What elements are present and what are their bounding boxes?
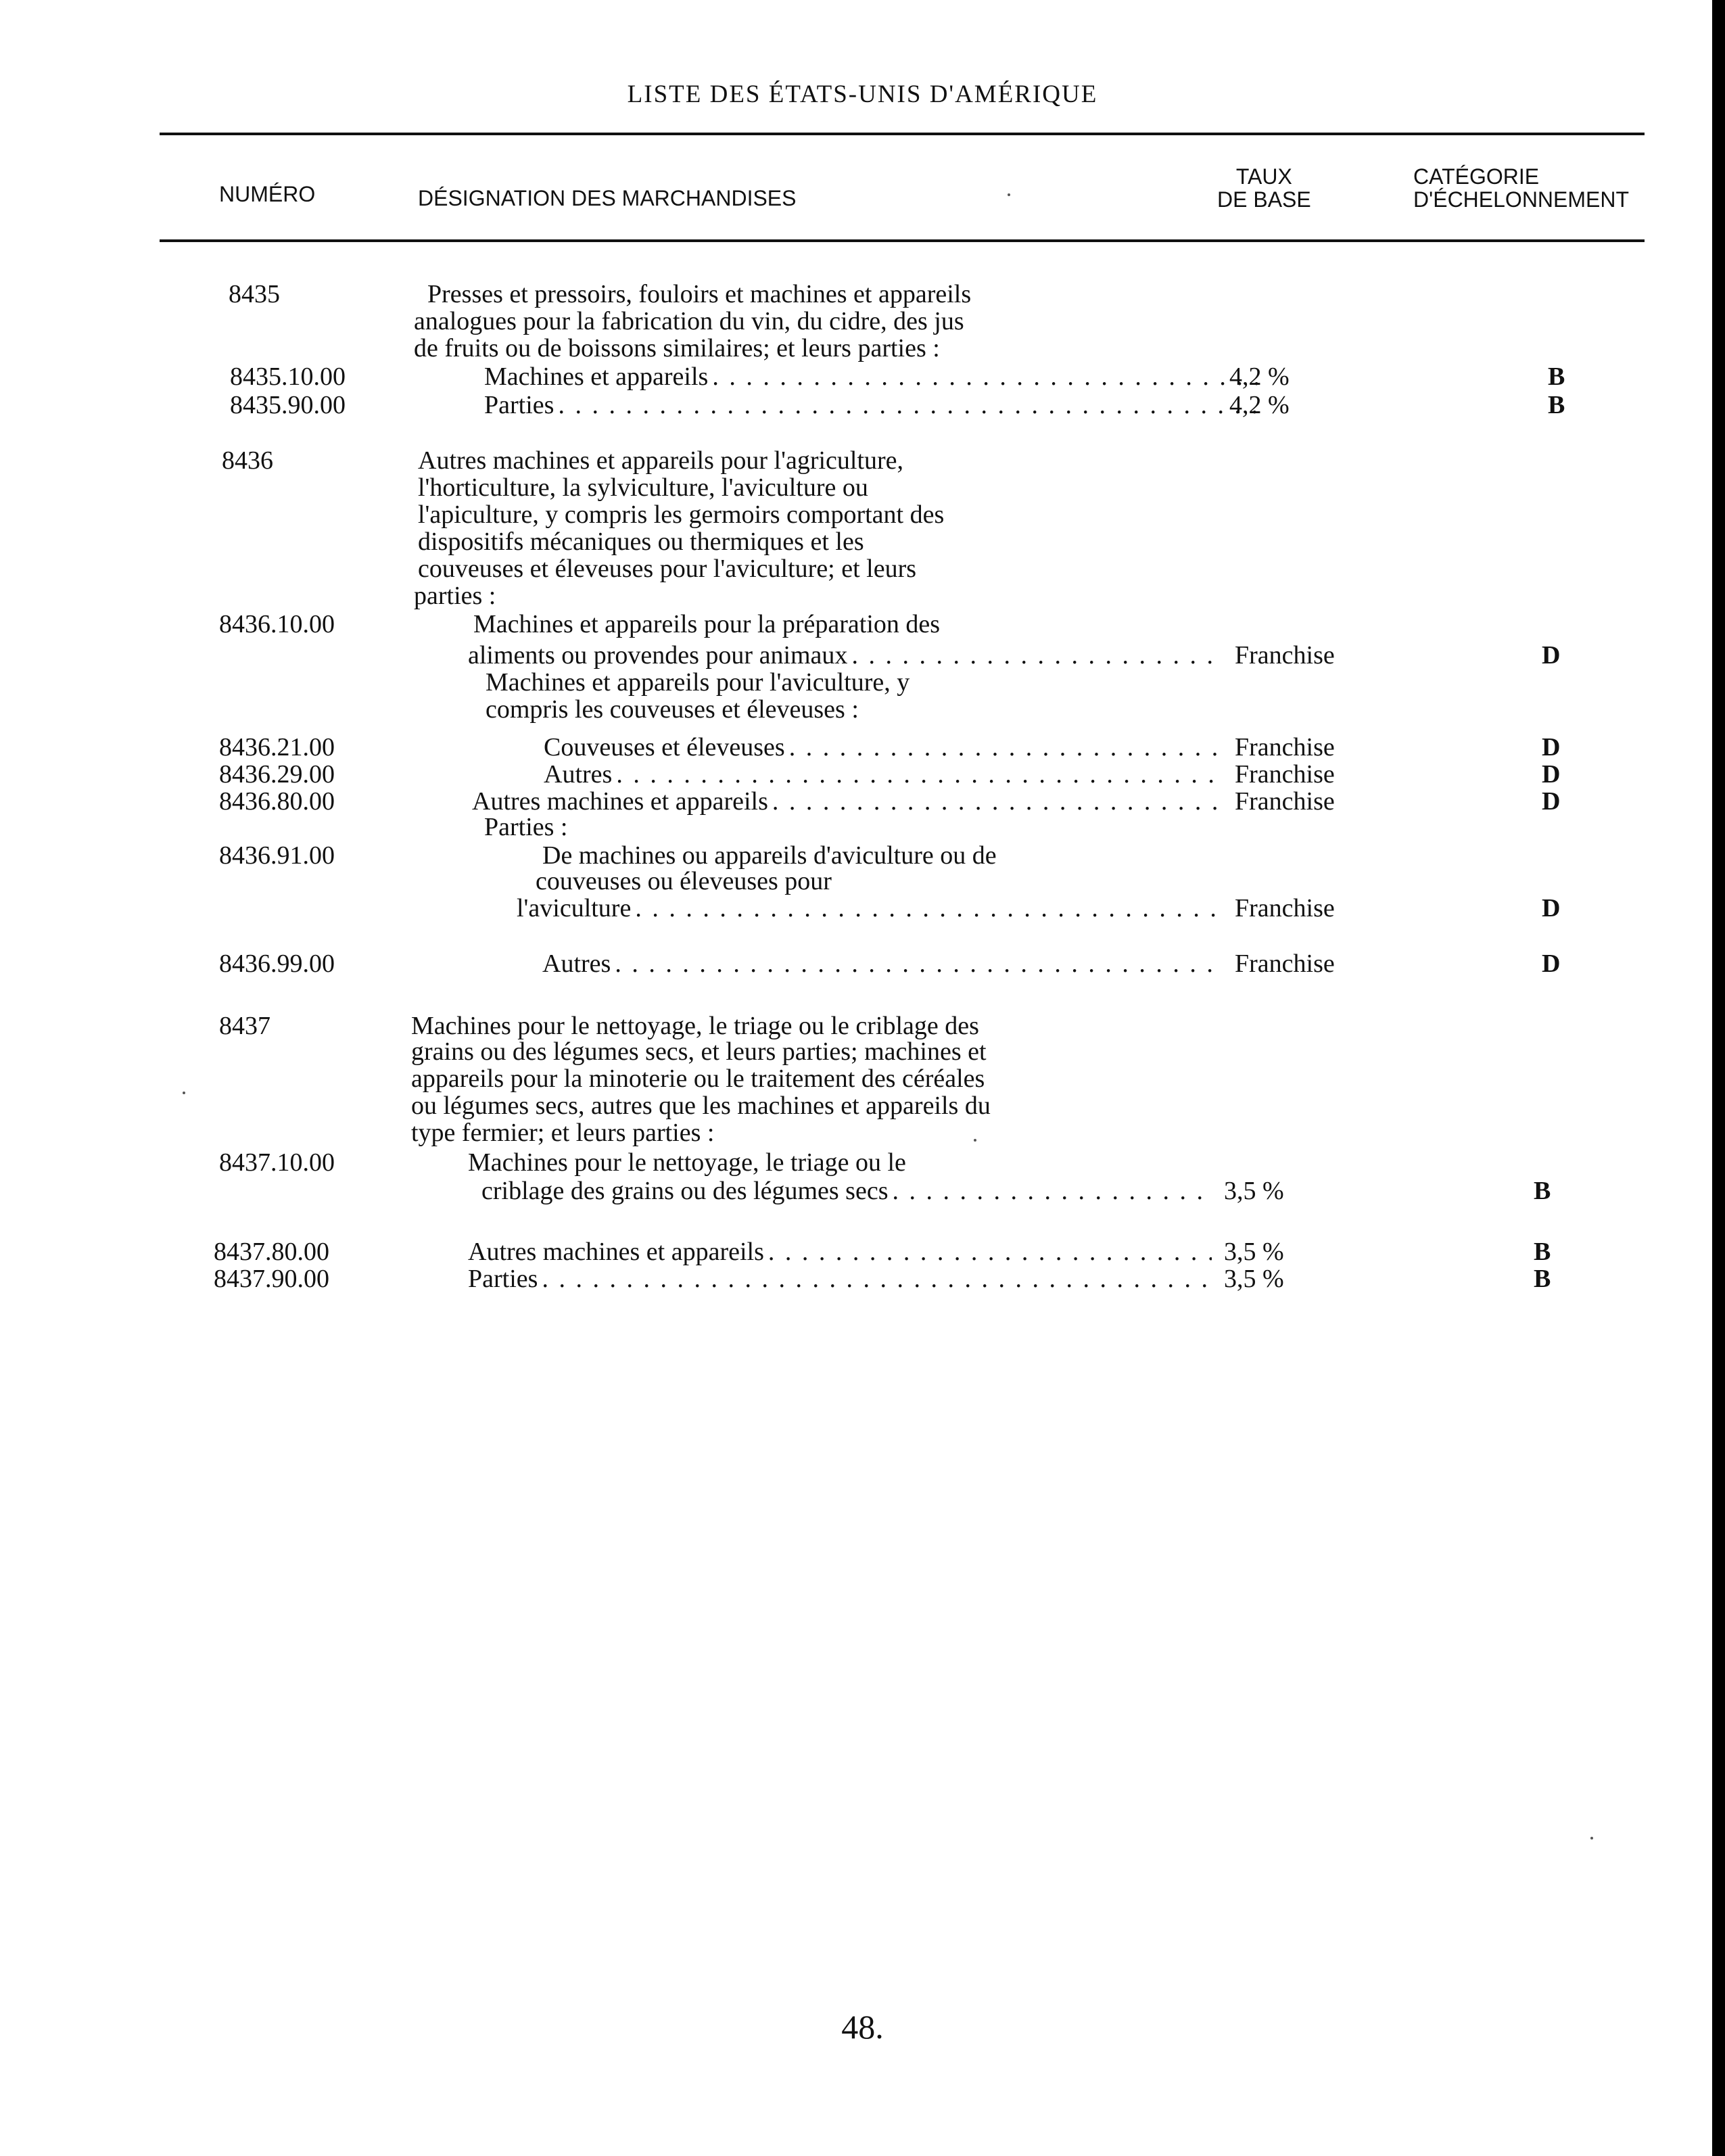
table-row bbox=[0, 1177, 1725, 1205]
goods-description: criblage des grains ou des légumes secs bbox=[481, 1177, 889, 1205]
table-row bbox=[0, 334, 1725, 362]
goods-description: Autres bbox=[544, 760, 613, 789]
tariff-number: 8435.90.00 bbox=[230, 391, 346, 419]
table-row bbox=[0, 446, 1725, 475]
staging-category: D bbox=[1542, 894, 1561, 922]
column-header-staging-category-line-1: CATÉGORIE bbox=[1413, 164, 1540, 189]
staging-category: D bbox=[1542, 787, 1561, 816]
dot-leader bbox=[893, 1177, 1212, 1205]
staging-category: D bbox=[1542, 760, 1561, 789]
table-row bbox=[0, 1037, 1725, 1066]
dot-leader bbox=[712, 362, 1266, 391]
goods-description: l'apiculture, y compris les germoirs comportant des bbox=[418, 500, 945, 529]
staging-category: D bbox=[1542, 641, 1561, 670]
goods-description: Machines et appareils pour la préparation des bbox=[473, 610, 941, 638]
tariff-number: 8437.80.00 bbox=[214, 1238, 329, 1266]
column-header-number: NUMÉRO bbox=[219, 182, 316, 206]
scan-speck bbox=[1008, 193, 1010, 196]
table-row bbox=[0, 695, 1725, 724]
goods-description: appareils pour la minoterie ou le traitement des céréales bbox=[411, 1064, 985, 1093]
tariff-number: 8436.80.00 bbox=[219, 787, 335, 816]
goods-description: Autres bbox=[542, 950, 611, 978]
goods-description: Parties : bbox=[484, 813, 568, 841]
base-rate: Franchise bbox=[1235, 641, 1335, 670]
column-header-base-rate-line-1: TAUX bbox=[1235, 164, 1292, 189]
goods-description: Autres machines et appareils bbox=[468, 1238, 764, 1266]
dot-leader bbox=[635, 894, 1224, 922]
staging-category: B bbox=[1534, 1265, 1551, 1293]
staging-category: D bbox=[1542, 950, 1561, 978]
tariff-number: 8436.91.00 bbox=[219, 841, 335, 870]
table-row bbox=[0, 950, 1725, 978]
base-rate: Franchise bbox=[1235, 950, 1335, 978]
table-row bbox=[0, 610, 1725, 638]
goods-description: analogues pour la fabrication du vin, du cidre, des jus bbox=[414, 307, 964, 335]
tariff-number: 8435.10.00 bbox=[230, 362, 346, 391]
goods-description: grains ou des légumes secs, et leurs parties; machines et bbox=[411, 1037, 987, 1066]
table-row bbox=[0, 280, 1725, 308]
table-row bbox=[0, 500, 1725, 529]
table-row bbox=[0, 528, 1725, 556]
table-row bbox=[0, 555, 1725, 583]
table-row bbox=[0, 894, 1725, 922]
goods-description: compris les couveuses et éleveuses : bbox=[486, 695, 859, 724]
dot-leader bbox=[772, 787, 1224, 816]
tariff-number: 8436.29.00 bbox=[219, 760, 335, 789]
goods-description: Machines et appareils pour l'aviculture, y bbox=[486, 668, 910, 697]
table-row bbox=[0, 1064, 1725, 1093]
table-row bbox=[0, 841, 1725, 870]
goods-description: Autres machines et appareils pour l'agriculture, bbox=[418, 446, 904, 475]
table-row bbox=[0, 641, 1725, 670]
base-rate: Franchise bbox=[1235, 894, 1335, 922]
base-rate: Franchise bbox=[1235, 733, 1335, 761]
column-header-staging-category bbox=[1413, 165, 1629, 211]
tariff-number: 8437.10.00 bbox=[219, 1148, 335, 1177]
goods-description: Machines et appareils bbox=[484, 362, 709, 391]
table-row bbox=[0, 1148, 1725, 1177]
table-row bbox=[0, 733, 1725, 761]
dot-leader bbox=[851, 641, 1224, 670]
base-rate: 4,2 % bbox=[1229, 391, 1290, 419]
table-row bbox=[0, 307, 1725, 335]
scan-speck bbox=[1590, 1837, 1593, 1839]
table-row bbox=[0, 1012, 1725, 1040]
goods-description: Autres machines et appareils bbox=[472, 787, 768, 816]
tariff-number: 8436.99.00 bbox=[219, 950, 335, 978]
goods-description: de fruits ou de boissons similaires; et leurs parties : bbox=[414, 334, 940, 362]
page-title: LISTE DES ÉTATS-UNIS D'AMÉRIQUE bbox=[627, 80, 1098, 108]
table-row bbox=[0, 391, 1725, 419]
staging-category: D bbox=[1542, 733, 1561, 761]
tariff-number: 8436.10.00 bbox=[219, 610, 335, 638]
goods-description: l'aviculture bbox=[517, 894, 632, 922]
table-row bbox=[0, 813, 1725, 841]
base-rate: Franchise bbox=[1235, 787, 1335, 816]
dot-leader bbox=[542, 1265, 1212, 1293]
tariff-number: 8437 bbox=[219, 1012, 270, 1040]
goods-description: type fermier; et leurs parties : bbox=[411, 1119, 715, 1147]
goods-description: Couveuses et éleveuses bbox=[544, 733, 785, 761]
table-row bbox=[0, 1092, 1725, 1120]
goods-description: couveuses ou éleveuses pour bbox=[536, 867, 832, 895]
table-row bbox=[0, 760, 1725, 789]
goods-description: De machines ou appareils d'aviculture ou de bbox=[542, 841, 997, 870]
table-row bbox=[0, 1119, 1725, 1147]
goods-description: Machines pour le nettoyage, le triage ou le criblage des bbox=[411, 1012, 979, 1040]
table-row bbox=[0, 1238, 1725, 1266]
dot-leader bbox=[768, 1238, 1212, 1266]
base-rate: Franchise bbox=[1235, 760, 1335, 789]
dot-leader bbox=[558, 391, 1266, 419]
table-row bbox=[0, 867, 1725, 895]
column-header-base-rate bbox=[1217, 165, 1311, 211]
table-row bbox=[0, 362, 1725, 391]
goods-description: ou légumes secs, autres que les machines et appareils du bbox=[411, 1092, 991, 1120]
table-row bbox=[0, 787, 1725, 816]
goods-description: dispositifs mécaniques ou thermiques et les bbox=[418, 528, 864, 556]
tariff-number: 8436.21.00 bbox=[219, 733, 335, 761]
tariff-number: 8436 bbox=[222, 446, 273, 475]
staging-category: B bbox=[1548, 391, 1565, 419]
goods-description: parties : bbox=[414, 582, 496, 610]
staging-category: B bbox=[1534, 1177, 1551, 1205]
goods-description: Parties bbox=[484, 391, 554, 419]
goods-description: aliments ou provendes pour animaux bbox=[468, 641, 848, 670]
column-header-description: DÉSIGNATION DES MARCHANDISES bbox=[418, 186, 797, 210]
tariff-number: 8437.90.00 bbox=[214, 1265, 329, 1293]
header-bottom-rule bbox=[160, 239, 1645, 242]
page-number: 48. bbox=[841, 2008, 884, 2046]
goods-description: Machines pour le nettoyage, le triage ou le bbox=[468, 1148, 906, 1177]
column-header-base-rate-line-2: DE BASE bbox=[1217, 187, 1311, 212]
tariff-number: 8435 bbox=[229, 280, 280, 308]
base-rate: 3,5 % bbox=[1224, 1238, 1284, 1266]
table-row bbox=[0, 1265, 1725, 1293]
goods-description: Parties bbox=[468, 1265, 538, 1293]
column-header-staging-category-line-2: D'ÉCHELONNEMENT bbox=[1413, 187, 1630, 212]
goods-description: l'horticulture, la sylviculture, l'aviculture ou bbox=[418, 473, 868, 502]
table-row bbox=[0, 473, 1725, 502]
dot-leader bbox=[616, 760, 1224, 789]
base-rate: 3,5 % bbox=[1224, 1265, 1284, 1293]
table-row bbox=[0, 668, 1725, 697]
table-row bbox=[0, 582, 1725, 610]
staging-category: B bbox=[1548, 362, 1565, 391]
goods-description: Presses et pressoirs, fouloirs et machines et appareils bbox=[427, 280, 972, 308]
dot-leader bbox=[615, 950, 1224, 978]
base-rate: 4,2 % bbox=[1229, 362, 1290, 391]
base-rate: 3,5 % bbox=[1224, 1177, 1284, 1205]
staging-category: B bbox=[1534, 1238, 1551, 1266]
header-top-rule bbox=[160, 133, 1645, 135]
goods-description: couveuses et éleveuses pour l'aviculture; et leurs bbox=[418, 555, 917, 583]
dot-leader bbox=[789, 733, 1224, 761]
